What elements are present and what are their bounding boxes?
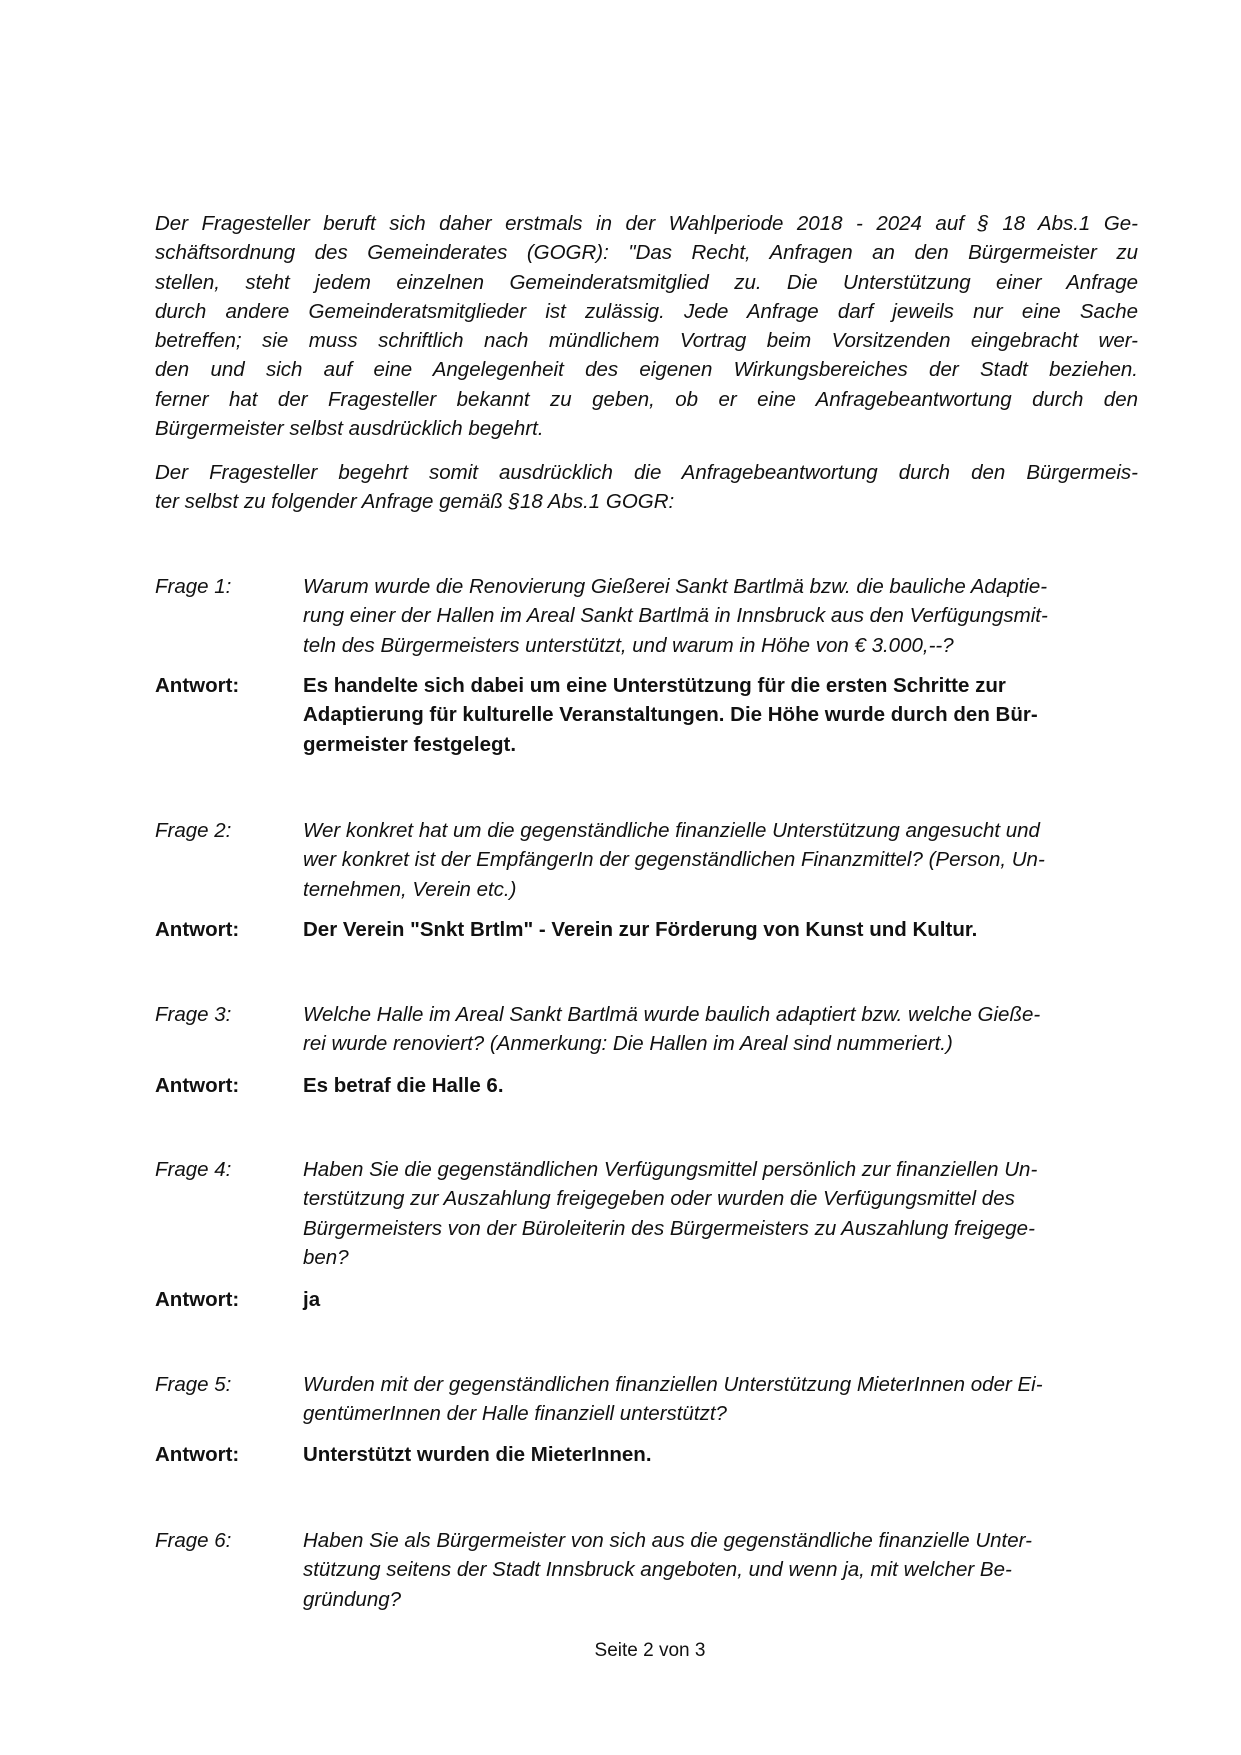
text-line: Warum wurde die Renovierung Gießerei Sankt Bartlmä bzw. die bauliche Adaptie-: [303, 575, 1048, 598]
text-line: schäftsordnung des Gemeinderates (GOGR): "Das Recht, Anfragen an den Bürgermeister zu: [155, 241, 1138, 265]
text-line: ternehmen, Verein etc.): [303, 877, 517, 901]
text-line: Es handelte sich dabei um eine Unterstützung für die ersten Schritte zur: [303, 674, 1006, 697]
answer-label: Antwort:: [155, 1074, 240, 1097]
intro-paragraph-1: [155, 209, 1138, 443]
text-line: rei wurde renoviert? (Anmerkung: Die Hallen im Areal sind nummeriert.): [303, 1032, 953, 1056]
question-text: [303, 816, 1138, 904]
text-line: Bürgermeisters von der Büroleiterin des Bürgermeisters zu Auszahlung freigege-: [303, 1216, 1035, 1240]
question-label: Frage 3:: [155, 1003, 232, 1026]
answer-text: [303, 1071, 1138, 1100]
question-label: Frage 6:: [155, 1529, 232, 1552]
text-line: ferner hat der Fragesteller bekannt zu geben, ob er eine Anfragebeantwortung durch den: [155, 387, 1138, 411]
answer-text: [303, 1285, 1138, 1314]
text-line: terstützung zur Auszahlung freigegeben oder wurden die Verfügungsmittel des: [303, 1187, 1015, 1211]
text-line: Wurden mit der gegenständlichen finanziellen Unterstützung MieterInnen oder Ei-: [303, 1373, 1043, 1396]
question-label: Frage 1:: [155, 575, 232, 598]
text-line: Der Verein "Snkt Brtlm" - Verein zur Förderung von Kunst und Kultur.: [303, 918, 978, 941]
page-number: Seite 2 von 3: [594, 1640, 706, 1661]
text-line: durch andere Gemeinderatsmitglieder ist zulässig. Jede Anfrage darf jeweils nur eine Sache: [155, 299, 1138, 323]
question-label: Frage 2:: [155, 819, 232, 842]
text-line: stellen, steht jedem einzelnen Gemeinderatsmitglied zu. Die Unterstützung einer Anfrage: [155, 270, 1138, 294]
answer-label: Antwort:: [155, 1443, 240, 1466]
text-line: ben?: [303, 1245, 349, 1269]
answer-label: Antwort:: [155, 674, 240, 697]
text-line: den und sich auf eine Angelegenheit des eigenen Wirkungsbereiches der Stadt beziehen.: [155, 358, 1138, 382]
question-text: [303, 572, 1138, 660]
text-line: stützung seitens der Stadt Innsbruck angeboten, und wenn ja, mit welcher Be-: [303, 1558, 1012, 1582]
text-line: gentümerInnen der Halle finanziell unterstützt?: [303, 1402, 727, 1426]
question-text: [303, 1526, 1138, 1614]
text-line: teln des Bürgermeisters unterstützt, und warum in Höhe von € 3.000,--?: [303, 633, 954, 657]
text-line: wer konkret ist der EmpfängerIn der gegenständlichen Finanzmittel? (Person, Un-: [303, 848, 1045, 872]
answer-label: Antwort:: [155, 1288, 240, 1311]
text-line: Es betraf die Halle 6.: [303, 1074, 504, 1097]
text-line: Welche Halle im Areal Sankt Bartlmä wurde baulich adaptiert bzw. welche Gieße-: [303, 1003, 1041, 1026]
question-text: [303, 1155, 1138, 1272]
text-line: germeister festgelegt.: [303, 732, 517, 756]
text-line: Unterstützt wurden die MieterInnen.: [303, 1443, 652, 1466]
text-line: Der Fragesteller beruft sich daher erstmals in der Wahlperiode 2018 - 2024 auf § 18 Abs.1 Ge-: [155, 212, 1138, 235]
answer-label: Antwort:: [155, 918, 240, 941]
question-text: [303, 1370, 1138, 1429]
answer-text: [303, 671, 1138, 759]
text-line: gründung?: [303, 1587, 402, 1611]
text-line: Adaptierung für kulturelle Veranstaltungen. Die Höhe wurde durch den Bür-: [303, 703, 1038, 727]
text-line: Der Fragesteller begehrt somit ausdrücklich die Anfragebeantwortung durch den Bürgermeis-: [155, 461, 1138, 484]
text-line: ter selbst zu folgender Anfrage gemäß §18 Abs.1 GOGR:: [155, 490, 675, 514]
answer-text: [303, 915, 1138, 944]
text-line: rung einer der Hallen im Areal Sankt Bartlmä in Innsbruck aus den Verfügungsmit-: [303, 604, 1048, 628]
text-line: ja: [303, 1288, 321, 1311]
text-line: Wer konkret hat um die gegenständliche finanzielle Unterstützung angesucht und: [303, 819, 1040, 842]
question-label: Frage 5:: [155, 1373, 232, 1396]
question-text: [303, 1000, 1138, 1059]
answer-text: [303, 1440, 1138, 1469]
text-line: Haben Sie als Bürgermeister von sich aus die gegenständliche finanzielle Unter-: [303, 1529, 1032, 1552]
text-line: Bürgermeister selbst ausdrücklich begehrt.: [155, 417, 544, 441]
intro-paragraph-2: [155, 458, 1138, 517]
question-label: Frage 4:: [155, 1158, 232, 1181]
text-line: Haben Sie die gegenständlichen Verfügungsmittel persönlich zur finanziellen Un-: [303, 1158, 1038, 1181]
text-line: betreffen; sie muss schriftlich nach mündlichem Vortrag beim Vorsitzenden eingebracht wer-: [155, 329, 1138, 353]
